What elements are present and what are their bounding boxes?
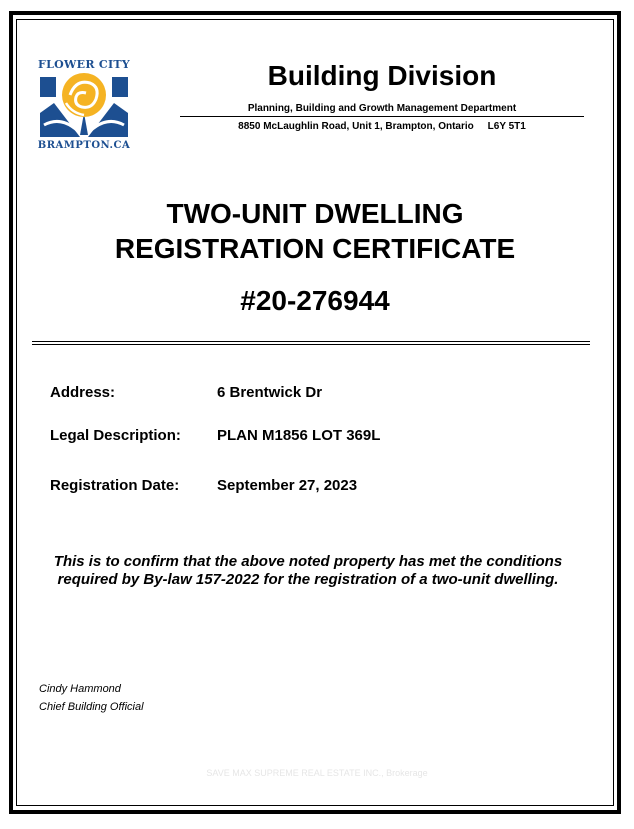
- logo-top-text: FLOWER CITY: [37, 58, 131, 71]
- certificate-title-line2: REGISTRATION CERTIFICATE: [114, 233, 516, 264]
- legal-description-value: PLAN M1856 LOT 369L: [217, 427, 381, 444]
- signatory-name: Cindy Hammond: [39, 683, 121, 695]
- brokerage-watermark: SAVE MAX SUPREME REAL ESTATE INC., Brokerage: [206, 768, 428, 778]
- division-title: Building Division: [267, 60, 497, 91]
- address-value: 6 Brentwick Dr: [217, 384, 323, 401]
- certificate-number: #20-276944: [240, 285, 390, 316]
- certificate-title-line1: TWO-UNIT DWELLING: [166, 198, 464, 229]
- office-address: 8850 McLaughlin Road, Unit 1, Brampton, Ontario L6Y 5T1: [238, 121, 526, 132]
- address-label: Address:: [50, 384, 116, 401]
- flower-logo-graphic: [40, 73, 128, 137]
- registration-date-label: Registration Date:: [50, 477, 180, 494]
- signatory-title: Chief Building Official: [39, 701, 144, 713]
- confirmation-line1: This is to confirm that the above noted property has met the conditions: [53, 553, 563, 570]
- divider-top: [32, 341, 590, 342]
- department-name: Planning, Building and Growth Management Department: [180, 103, 584, 117]
- confirmation-statement: [30, 553, 586, 589]
- registration-date-value: September 27, 2023: [217, 477, 358, 494]
- logo-bottom-text: BRAMPTON.CA: [37, 140, 131, 151]
- divider-bottom: [32, 344, 590, 345]
- confirmation-line2: required by By-law 157-2022 for the registration of a two-unit dwelling.: [57, 571, 559, 588]
- legal-description-label: Legal Description:: [50, 427, 181, 444]
- flower-city-logo: [36, 58, 132, 154]
